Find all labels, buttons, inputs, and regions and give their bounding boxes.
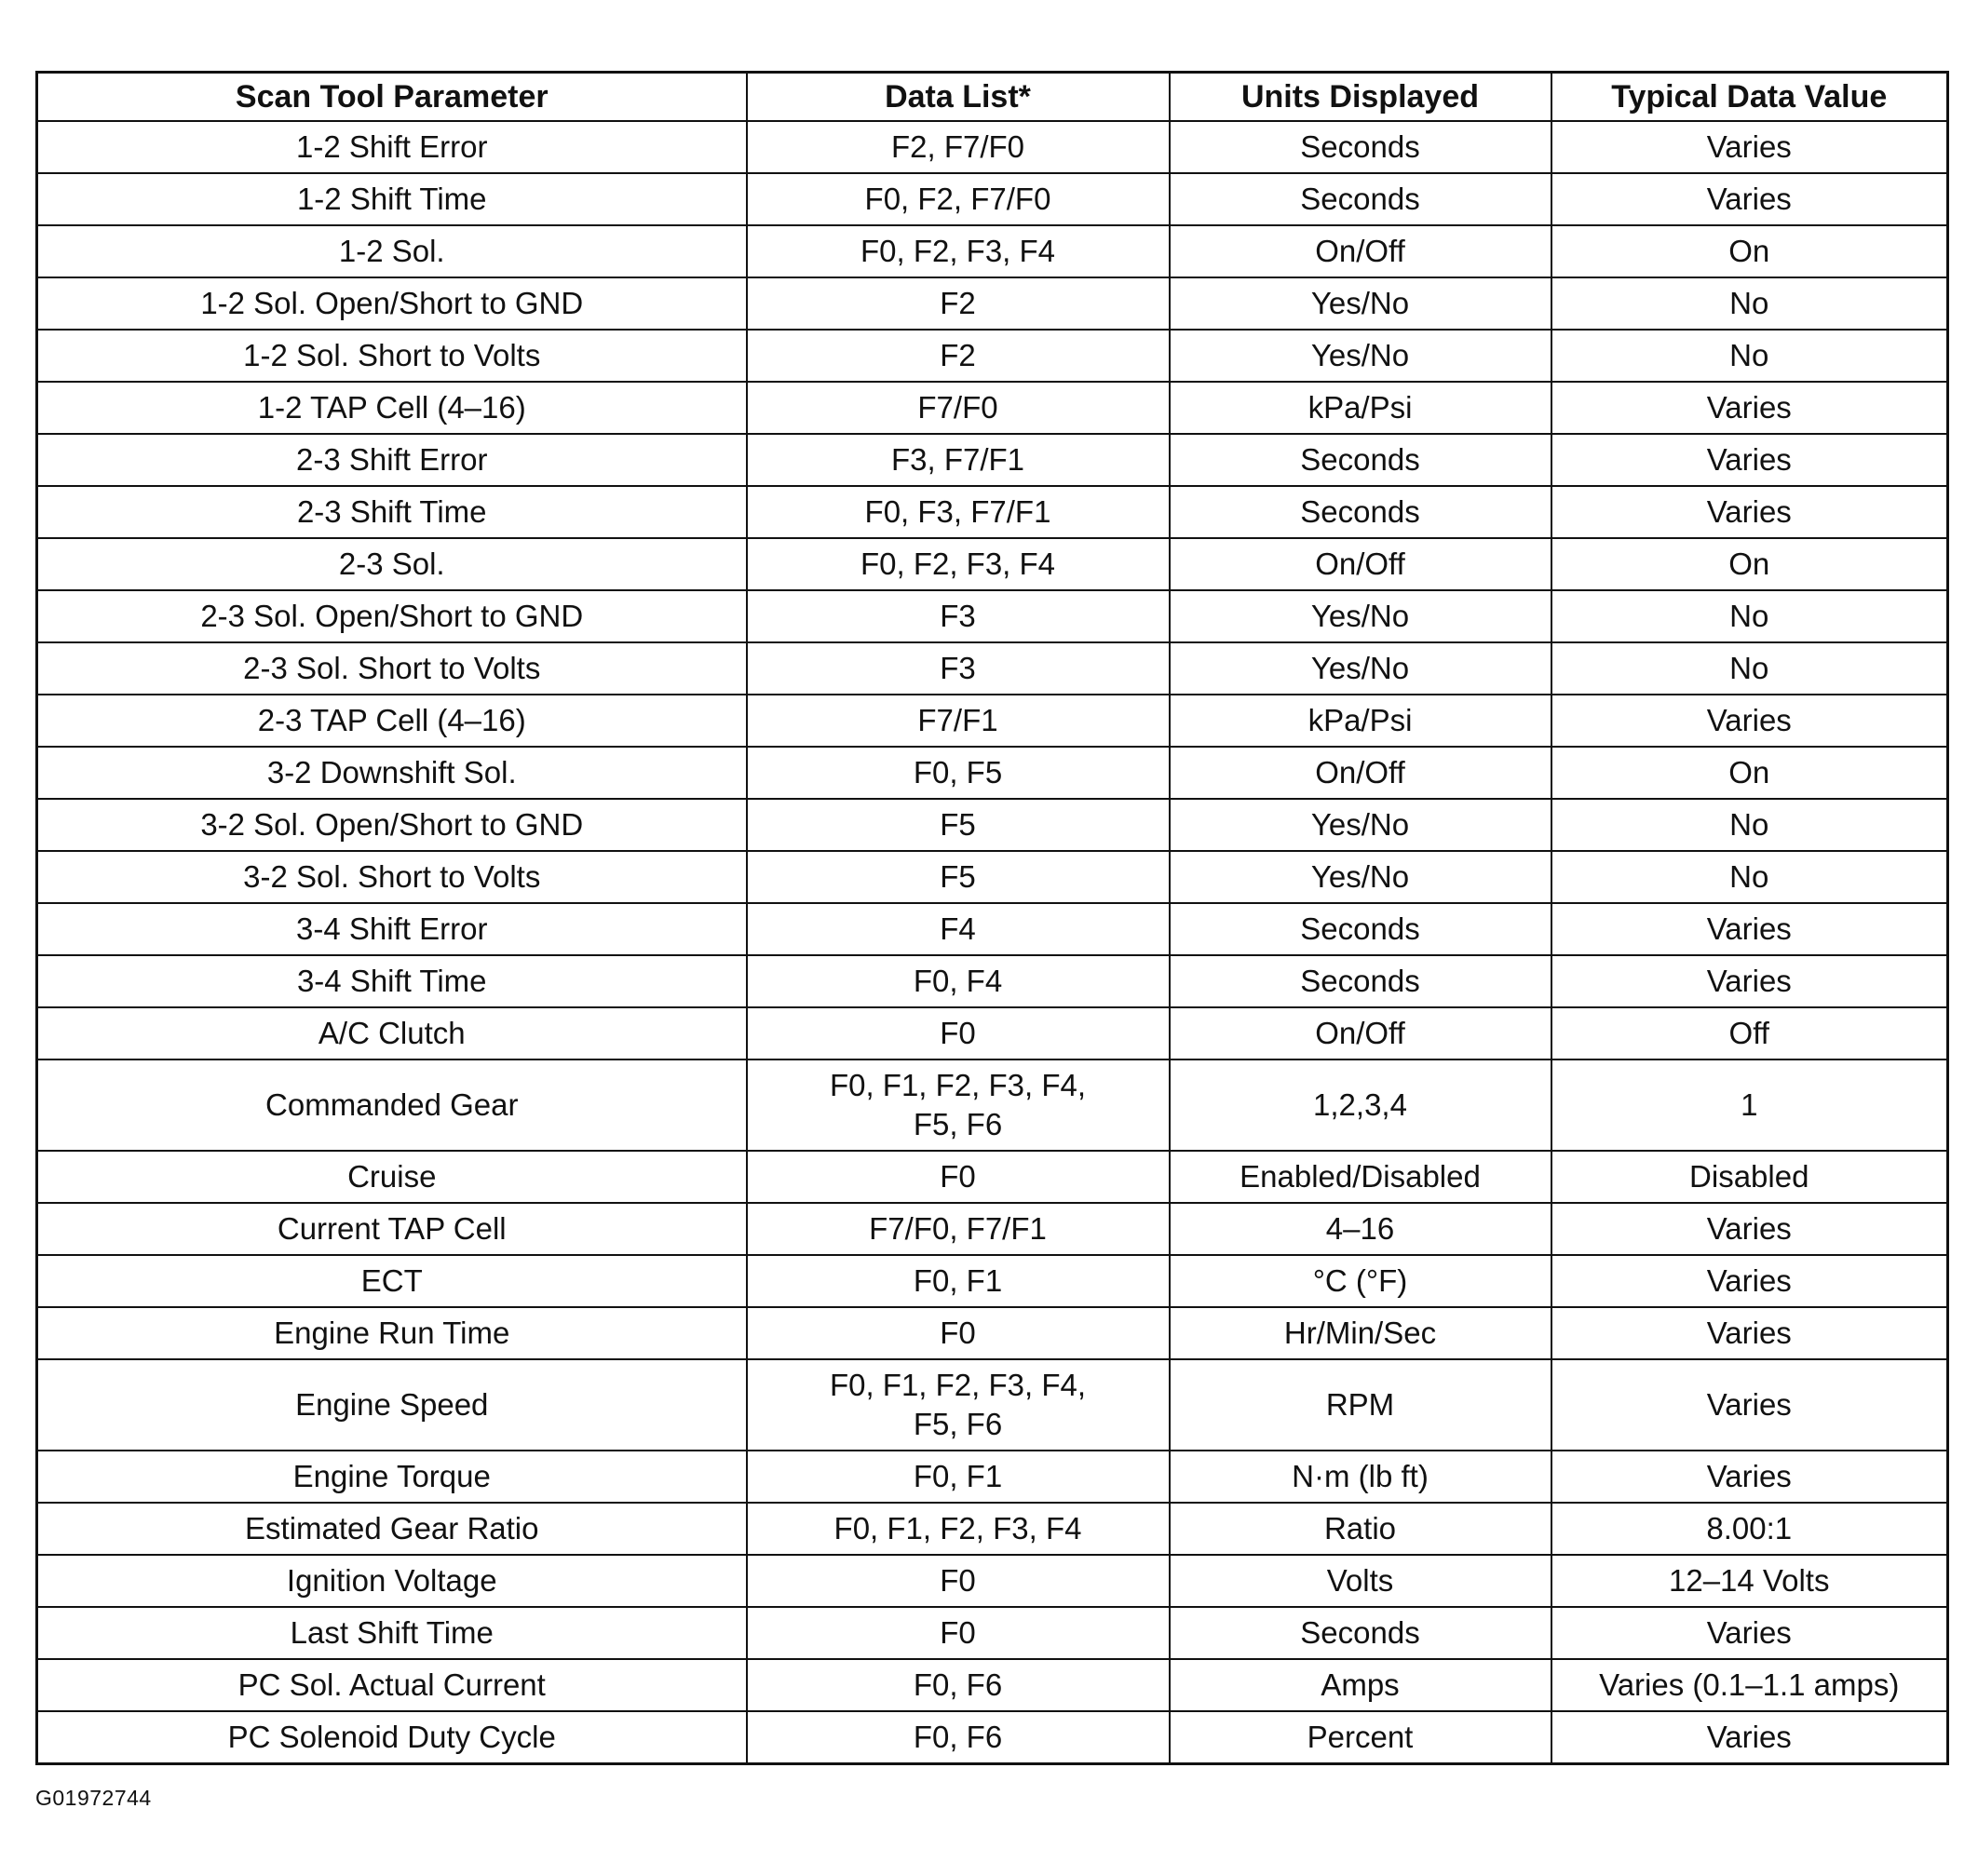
parameter-cell: A/C Clutch	[37, 1007, 747, 1059]
units-cell: On/Off	[1170, 225, 1551, 277]
data-list-cell: F7/F1	[747, 695, 1170, 747]
parameter-cell: Cruise	[37, 1151, 747, 1203]
data-list-cell: F2	[747, 277, 1170, 330]
units-cell: Ratio	[1170, 1503, 1551, 1555]
data-list-cell: F2	[747, 330, 1170, 382]
units-cell: Yes/No	[1170, 590, 1551, 642]
header-typical-data-value: Typical Data Value	[1551, 73, 1948, 122]
table-row	[37, 1607, 1948, 1659]
typical-value-cell: On	[1551, 538, 1948, 590]
data-list-cell: F3, F7/F1	[747, 434, 1170, 486]
typical-value-cell: 8.00:1	[1551, 1503, 1948, 1555]
units-cell: On/Off	[1170, 747, 1551, 799]
scan-tool-data-table	[35, 71, 1949, 1765]
units-cell: kPa/Psi	[1170, 382, 1551, 434]
units-cell: kPa/Psi	[1170, 695, 1551, 747]
parameter-cell: 1-2 Shift Error	[37, 121, 747, 173]
table-row	[37, 1659, 1948, 1711]
parameter-cell: Estimated Gear Ratio	[37, 1503, 747, 1555]
typical-value-cell: Varies	[1551, 382, 1948, 434]
typical-value-cell: Varies (0.1–1.1 amps)	[1551, 1659, 1948, 1711]
parameter-cell: Engine Run Time	[37, 1307, 747, 1359]
table-row	[37, 1359, 1948, 1451]
units-cell: Seconds	[1170, 1607, 1551, 1659]
typical-value-cell: Varies	[1551, 1711, 1948, 1764]
units-cell: Yes/No	[1170, 799, 1551, 851]
data-list-cell: F0, F4	[747, 955, 1170, 1007]
table-row	[37, 277, 1948, 330]
table-row	[37, 1555, 1948, 1607]
units-cell: Volts	[1170, 1555, 1551, 1607]
typical-value-cell: No	[1551, 590, 1948, 642]
table-row	[37, 695, 1948, 747]
data-list-cell: F5	[747, 851, 1170, 903]
table-row	[37, 121, 1948, 173]
parameter-cell: Commanded Gear	[37, 1059, 747, 1151]
typical-value-cell: Varies	[1551, 121, 1948, 173]
data-list-cell: F0	[747, 1555, 1170, 1607]
units-cell: Seconds	[1170, 173, 1551, 225]
table-row	[37, 538, 1948, 590]
typical-value-cell: Disabled	[1551, 1151, 1948, 1203]
units-cell: 1,2,3,4	[1170, 1059, 1551, 1151]
data-list-cell: F3	[747, 590, 1170, 642]
data-list-cell: F7/F0	[747, 382, 1170, 434]
parameter-cell: 3-4 Shift Error	[37, 903, 747, 955]
typical-value-cell: Varies	[1551, 434, 1948, 486]
data-list-cell: F0, F1, F2, F3, F4	[747, 1503, 1170, 1555]
typical-value-cell: On	[1551, 747, 1948, 799]
typical-value-cell: On	[1551, 225, 1948, 277]
data-list-cell: F0, F1, F2, F3, F4, F5, F6	[747, 1359, 1170, 1451]
table-row	[37, 642, 1948, 695]
table-body	[37, 121, 1948, 1764]
parameter-cell: 3-4 Shift Time	[37, 955, 747, 1007]
header-units-displayed: Units Displayed	[1170, 73, 1551, 122]
typical-value-cell: 12–14 Volts	[1551, 1555, 1948, 1607]
table-row	[37, 903, 1948, 955]
table-row	[37, 1059, 1948, 1151]
data-list-cell: F0	[747, 1151, 1170, 1203]
table-row	[37, 330, 1948, 382]
parameter-cell: 2-3 Sol. Short to Volts	[37, 642, 747, 695]
typical-value-cell: Varies	[1551, 173, 1948, 225]
units-cell: Hr/Min/Sec	[1170, 1307, 1551, 1359]
typical-value-cell: Varies	[1551, 1451, 1948, 1503]
data-list-cell: F0	[747, 1607, 1170, 1659]
parameter-cell: 1-2 Sol. Open/Short to GND	[37, 277, 747, 330]
table-row	[37, 1007, 1948, 1059]
units-cell: Seconds	[1170, 955, 1551, 1007]
data-list-cell: F0, F1	[747, 1451, 1170, 1503]
table-row	[37, 434, 1948, 486]
parameter-cell: 1-2 Shift Time	[37, 173, 747, 225]
units-cell: Seconds	[1170, 121, 1551, 173]
typical-value-cell: No	[1551, 642, 1948, 695]
parameter-cell: 3-2 Downshift Sol.	[37, 747, 747, 799]
table-row	[37, 1255, 1948, 1307]
table-row	[37, 590, 1948, 642]
data-list-cell: F0, F3, F7/F1	[747, 486, 1170, 538]
table-row	[37, 173, 1948, 225]
data-list-cell: F0, F2, F3, F4	[747, 538, 1170, 590]
table-row	[37, 1711, 1948, 1764]
header-data-list: Data List*	[747, 73, 1170, 122]
typical-value-cell: 1	[1551, 1059, 1948, 1151]
parameter-cell: Current TAP Cell	[37, 1203, 747, 1255]
data-list-cell: F0, F6	[747, 1711, 1170, 1764]
table-row	[37, 486, 1948, 538]
units-cell: Yes/No	[1170, 277, 1551, 330]
header-scan-tool-parameter: Scan Tool Parameter	[37, 73, 747, 122]
units-cell: °C (°F)	[1170, 1255, 1551, 1307]
parameter-cell: 2-3 TAP Cell (4–16)	[37, 695, 747, 747]
typical-value-cell: No	[1551, 277, 1948, 330]
parameter-cell: 1-2 Sol.	[37, 225, 747, 277]
table-row	[37, 382, 1948, 434]
table-row	[37, 225, 1948, 277]
units-cell: On/Off	[1170, 1007, 1551, 1059]
typical-value-cell: Varies	[1551, 1607, 1948, 1659]
table-row	[37, 955, 1948, 1007]
table-row	[37, 1203, 1948, 1255]
units-cell: Yes/No	[1170, 851, 1551, 903]
parameter-cell: 2-3 Shift Error	[37, 434, 747, 486]
units-cell: Yes/No	[1170, 330, 1551, 382]
data-list-cell: F5	[747, 799, 1170, 851]
table-header-row	[37, 73, 1948, 122]
parameter-cell: PC Sol. Actual Current	[37, 1659, 747, 1711]
parameter-cell: ECT	[37, 1255, 747, 1307]
parameter-cell: 2-3 Sol.	[37, 538, 747, 590]
parameter-cell: Last Shift Time	[37, 1607, 747, 1659]
parameter-cell: PC Solenoid Duty Cycle	[37, 1711, 747, 1764]
parameter-cell: 2-3 Shift Time	[37, 486, 747, 538]
typical-value-cell: Varies	[1551, 1307, 1948, 1359]
data-list-cell: F0, F1, F2, F3, F4, F5, F6	[747, 1059, 1170, 1151]
data-list-cell: F2, F7/F0	[747, 121, 1170, 173]
parameter-cell: Engine Torque	[37, 1451, 747, 1503]
data-list-cell: F0, F6	[747, 1659, 1170, 1711]
data-list-cell: F7/F0, F7/F1	[747, 1203, 1170, 1255]
typical-value-cell: Varies	[1551, 955, 1948, 1007]
parameter-cell: 1-2 TAP Cell (4–16)	[37, 382, 747, 434]
typical-value-cell: No	[1551, 330, 1948, 382]
parameter-cell: 1-2 Sol. Short to Volts	[37, 330, 747, 382]
figure-id-label: G01972744	[35, 1786, 152, 1810]
table-row	[37, 799, 1948, 851]
table-row	[37, 851, 1948, 903]
table-row	[37, 1503, 1948, 1555]
data-list-cell: F0, F2, F7/F0	[747, 173, 1170, 225]
data-list-cell: F0, F1	[747, 1255, 1170, 1307]
table-row	[37, 1451, 1948, 1503]
data-list-cell: F4	[747, 903, 1170, 955]
typical-value-cell: No	[1551, 851, 1948, 903]
typical-value-cell: Varies	[1551, 1255, 1948, 1307]
units-cell: Seconds	[1170, 434, 1551, 486]
typical-value-cell: Varies	[1551, 486, 1948, 538]
data-list-cell: F0, F5	[747, 747, 1170, 799]
data-list-cell: F0, F2, F3, F4	[747, 225, 1170, 277]
table-row	[37, 1151, 1948, 1203]
units-cell: Yes/No	[1170, 642, 1551, 695]
table-row	[37, 1307, 1948, 1359]
data-list-cell: F3	[747, 642, 1170, 695]
typical-value-cell: No	[1551, 799, 1948, 851]
units-cell: N·m (lb ft)	[1170, 1451, 1551, 1503]
typical-value-cell: Off	[1551, 1007, 1948, 1059]
parameter-cell: 3-2 Sol. Short to Volts	[37, 851, 747, 903]
units-cell: Seconds	[1170, 486, 1551, 538]
units-cell: 4–16	[1170, 1203, 1551, 1255]
parameter-cell: Engine Speed	[37, 1359, 747, 1451]
units-cell: On/Off	[1170, 538, 1551, 590]
data-list-cell: F0	[747, 1007, 1170, 1059]
units-cell: Enabled/Disabled	[1170, 1151, 1551, 1203]
table-row	[37, 747, 1948, 799]
typical-value-cell: Varies	[1551, 1203, 1948, 1255]
parameter-cell: Ignition Voltage	[37, 1555, 747, 1607]
units-cell: Seconds	[1170, 903, 1551, 955]
units-cell: RPM	[1170, 1359, 1551, 1451]
units-cell: Percent	[1170, 1711, 1551, 1764]
typical-value-cell: Varies	[1551, 1359, 1948, 1451]
typical-value-cell: Varies	[1551, 695, 1948, 747]
parameter-cell: 2-3 Sol. Open/Short to GND	[37, 590, 747, 642]
units-cell: Amps	[1170, 1659, 1551, 1711]
parameter-cell: 3-2 Sol. Open/Short to GND	[37, 799, 747, 851]
data-list-cell: F0	[747, 1307, 1170, 1359]
typical-value-cell: Varies	[1551, 903, 1948, 955]
